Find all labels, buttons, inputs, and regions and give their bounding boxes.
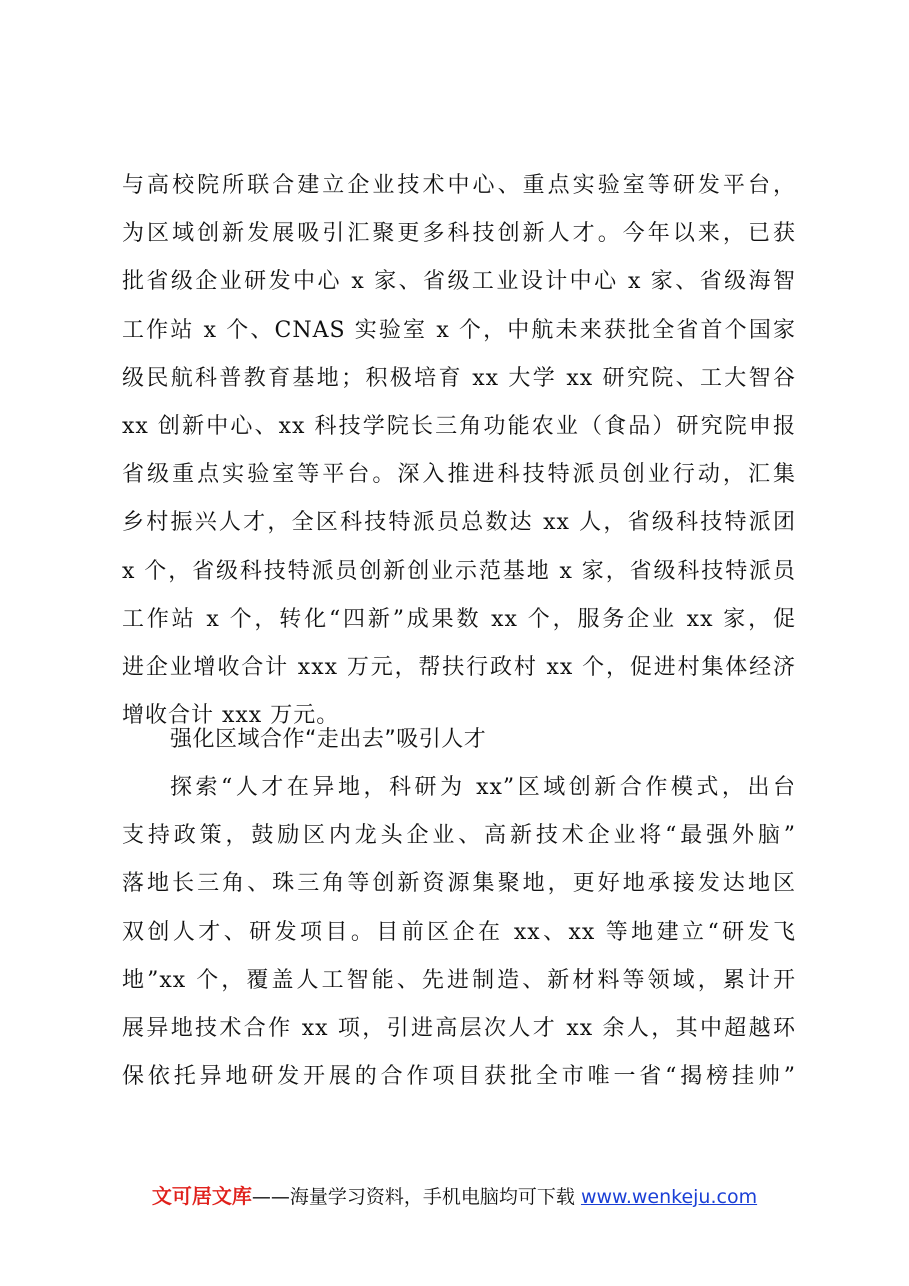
text-line: 为区域创新发展吸引汇聚更多科技创新人才。今年以来，已获 [122, 221, 796, 247]
text-line: 进企业增收合计 xxx 万元，帮扶行政村 xx 个，促进村集体经济 [122, 654, 796, 680]
text-line: 省级重点实验室等平台。深入推进科技特派员创业行动，汇集 [122, 462, 796, 488]
text-line: 批省级企业研发中心 x 家、省级工业设计中心 x 家、省级海智 [122, 269, 796, 295]
text-line: 支持政策，鼓励区内龙头企业、高新技术企业将“最强外脑” [122, 823, 796, 849]
paragraph-section [122, 764, 796, 1101]
text-line: 增收合计 xxx 万元。 [122, 703, 340, 729]
text-line: 展异地技术合作 xx 项，引进高层次人才 xx 余人，其中超越环 [122, 1015, 796, 1041]
text-line: 级民航科普教育基地；积极培育 xx 大学 xx 研究院、工大智谷 [122, 365, 796, 391]
text-line: x 个，省级科技特派员创新创业示范基地 x 家，省级科技特派员 [122, 558, 796, 584]
text-line: 落地长三角、珠三角等创新资源集聚地，更好地承接发达地区 [122, 871, 796, 897]
text-line: 工作站 x 个，转化“四新”成果数 xx 个，服务企业 xx 家，促 [122, 606, 796, 632]
text-line: 地”xx 个，覆盖人工智能、先进制造、新材料等领域，累计开 [122, 967, 796, 993]
text-line: 与高校院所联合建立企业技术中心、重点实验室等研发平台， [122, 173, 796, 198]
footer-tagline: ——海量学习资料，手机电脑均可下载 [251, 1186, 575, 1208]
text-line: xx 创新中心、xx 科技学院长三角功能农业（食品）研究院申报 [122, 413, 796, 439]
website-link[interactable]: www.wenkeju.com [580, 1186, 758, 1208]
text-line: 乡村振兴人才，全区科技特派员总数达 xx 人，省级科技特派团 [122, 510, 796, 536]
text-line: 工作站 x 个、CNAS 实验室 x 个，中航未来获批全省首个国家 [122, 317, 796, 343]
section-heading: 强化区域合作“走出去”吸引人才 [170, 727, 487, 752]
paragraph-continuation [122, 162, 796, 740]
text-line: 探索“人才在异地，科研为 xx”区域创新合作模式，出台 [170, 775, 796, 800]
text-line: 双创人才、研发项目。目前区企在 xx、xx 等地建立“研发飞 [122, 919, 796, 945]
footer-banner [0, 1180, 909, 1209]
brand-name: 文可居文库 [151, 1184, 252, 1208]
text-line: 保依托异地研发开展的合作项目获批全市唯一省“揭榜挂帅” [122, 1064, 796, 1090]
